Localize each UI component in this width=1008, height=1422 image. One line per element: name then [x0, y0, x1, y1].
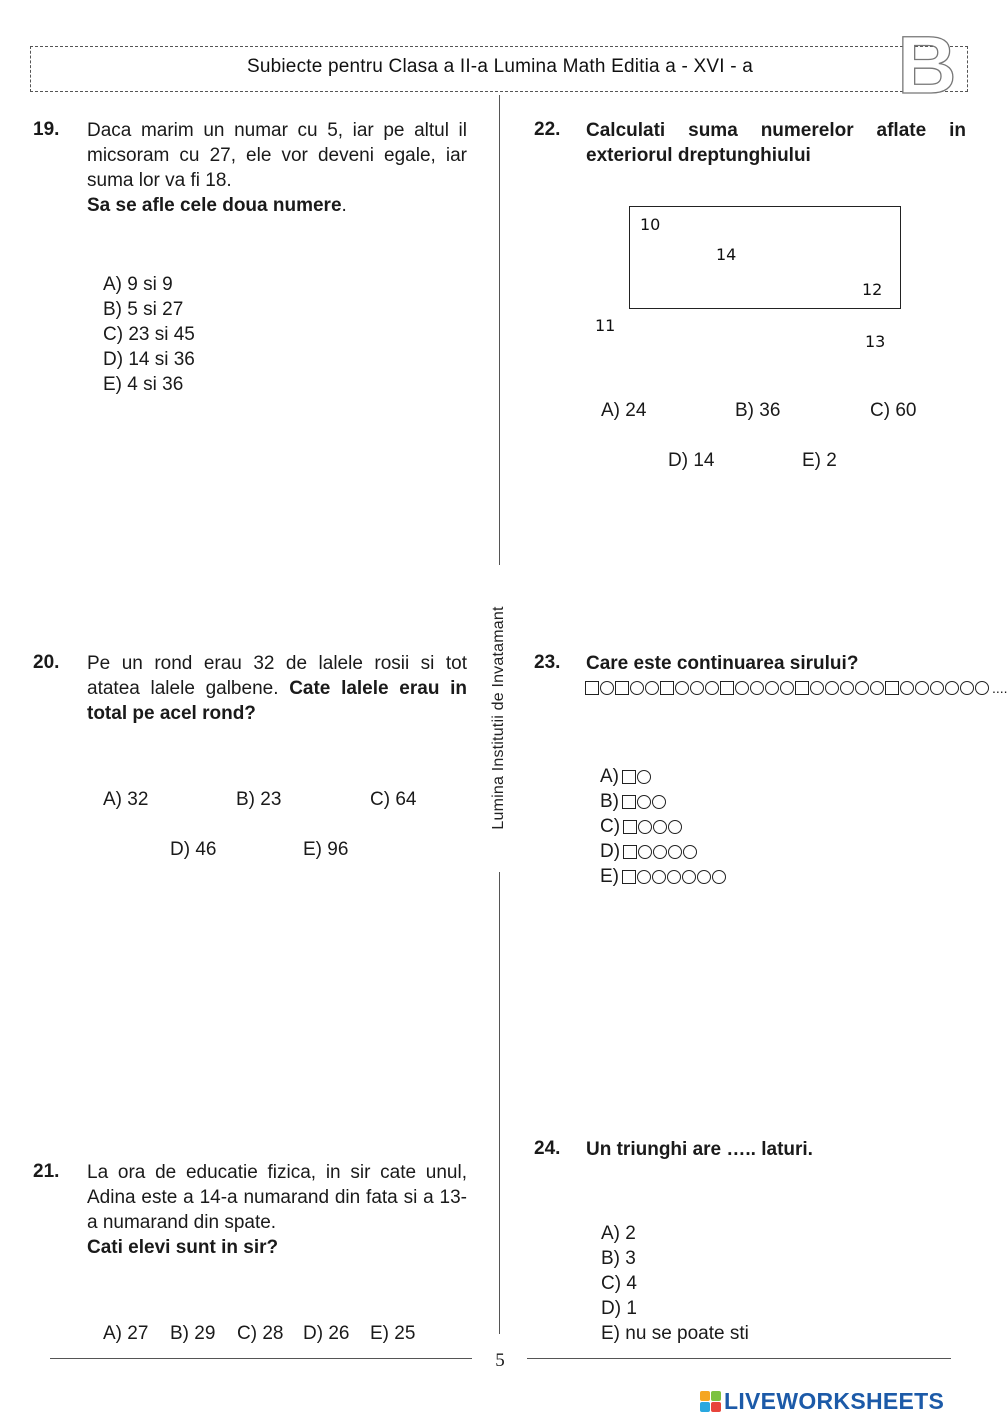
circle-shape [630, 681, 644, 695]
circle-shape [675, 681, 689, 695]
logo-tile [700, 1391, 710, 1401]
rect-number-inside: 10 [640, 215, 661, 234]
q24-option-d[interactable]: D) 1 [601, 1298, 637, 1319]
circle-shape [735, 681, 749, 695]
q23-option-shapes [623, 820, 682, 834]
page-number: 5 [495, 1350, 505, 1371]
rectangle-figure [629, 206, 901, 309]
square-shape [623, 845, 637, 859]
q24-option-c[interactable]: C) 4 [601, 1273, 637, 1294]
circle-shape [840, 681, 854, 695]
q20-option-b[interactable]: B) 23 [236, 789, 282, 810]
q21-number: 21. [33, 1161, 60, 1182]
q24-options [601, 1221, 749, 1346]
logo-tile [700, 1402, 710, 1412]
q21-option-c[interactable]: C) 28 [237, 1323, 284, 1344]
q23-option-e[interactable] [600, 864, 726, 889]
column-divider-top [499, 95, 500, 565]
q22-question: Calculati suma numerelor aflate in exteriorul dreptunghiului [586, 120, 966, 166]
q23-option-label: D) [600, 841, 621, 862]
square-shape [660, 681, 674, 695]
q24-option-a[interactable]: A) 2 [601, 1223, 636, 1244]
q23-option-label: C) [600, 816, 621, 837]
q23-option-b[interactable] [600, 789, 666, 814]
circle-shape [810, 681, 824, 695]
q21-statement: La ora de educatie fizica, in sir cate unul, Adina este a 14-a numarand din fata si a 13-a numarand din spate. [87, 1162, 467, 1233]
logo-tile [711, 1391, 721, 1401]
q21-option-d[interactable]: D) 26 [303, 1323, 350, 1344]
header-title: Subiecte pentru Clasa a II-a Lumina Math Editia a - XVI - a [246, 56, 754, 77]
q20-statement: Pe un rond erau 32 de lalele rosii si tot atatea lalele galbene. [87, 653, 467, 699]
q24-option-b[interactable]: B) 3 [601, 1248, 636, 1269]
circle-shape [645, 681, 659, 695]
circle-shape [653, 820, 667, 834]
vertical-label: Lumina Institutii de Invatamant [490, 606, 507, 830]
q19-statement: Daca marim un numar cu 5, iar pe altul il micsoram cu 27, ele vor deveni egale, iar suma lor va fi 18. [87, 120, 467, 191]
corner-letter: B [897, 20, 957, 111]
circle-shape [945, 681, 959, 695]
q24-number: 24. [534, 1138, 561, 1159]
q22-option-a[interactable]: A) 24 [601, 400, 647, 421]
q19-option-e[interactable]: E) 4 si 36 [103, 374, 184, 395]
circle-shape [690, 681, 704, 695]
circle-shape [750, 681, 764, 695]
logo-tile [711, 1402, 721, 1412]
q23-option-shapes [622, 870, 726, 884]
circle-shape [637, 795, 651, 809]
circle-shape [638, 820, 652, 834]
liveworksheets-logo[interactable] [700, 1388, 944, 1415]
q23-option-label: E) [600, 866, 619, 887]
q23-option-a[interactable] [600, 764, 651, 789]
square-shape [585, 681, 599, 695]
circle-shape [870, 681, 884, 695]
circle-shape [915, 681, 929, 695]
circle-shape [780, 681, 794, 695]
q21-option-b[interactable]: B) 29 [170, 1323, 216, 1344]
q23-option-shapes [623, 845, 697, 859]
circle-shape [825, 681, 839, 695]
circle-shape [682, 870, 696, 884]
square-shape [720, 681, 734, 695]
q20-option-d[interactable]: D) 46 [170, 839, 217, 860]
square-shape [622, 870, 636, 884]
square-shape [622, 795, 636, 809]
rect-number-inside: 14 [716, 245, 737, 264]
circle-shape [668, 845, 682, 859]
q20-option-a[interactable]: A) 32 [103, 789, 149, 810]
q23-question: Care este continuarea sirului? [586, 653, 859, 674]
q19-text [87, 118, 467, 218]
q24-question: Un triunghi are ….. laturi. [586, 1139, 813, 1160]
q20-number: 20. [33, 652, 60, 673]
q23-option-d[interactable] [600, 839, 697, 864]
square-shape [622, 770, 636, 784]
circle-shape [712, 870, 726, 884]
circle-shape [960, 681, 974, 695]
q21-text [87, 1160, 467, 1260]
circle-shape [975, 681, 989, 695]
brand-text: LIVEWORKSHEETS [724, 1388, 945, 1414]
q23-option-shapes [622, 770, 651, 784]
q20-option-e[interactable]: E) 96 [303, 839, 349, 860]
circle-shape [637, 770, 651, 784]
sequence-ellipsis: .... [992, 680, 1008, 696]
q23-number: 23. [534, 652, 561, 673]
q23-option-label: B) [600, 791, 619, 812]
q20-option-c[interactable]: C) 64 [370, 789, 417, 810]
circle-shape [653, 845, 667, 859]
circle-shape [668, 820, 682, 834]
q19-question: Sa se afle cele doua numere [87, 195, 342, 216]
q19-question-end: . [341, 195, 347, 216]
circle-shape [855, 681, 869, 695]
circle-shape [637, 870, 651, 884]
q23-option-shapes [622, 795, 666, 809]
q21-option-e[interactable]: E) 25 [370, 1323, 416, 1344]
q19-number: 19. [33, 119, 60, 140]
circle-shape [652, 795, 666, 809]
rect-number-outside: 13 [865, 332, 886, 351]
q24-option-e[interactable]: E) nu se poate sti [601, 1323, 749, 1344]
circle-shape [765, 681, 779, 695]
rect-number-inside: 12 [862, 280, 883, 299]
q19-option-a[interactable]: A) 9 si 9 [103, 274, 173, 295]
square-shape [615, 681, 629, 695]
q23-option-c[interactable] [600, 814, 682, 839]
q21-question: Cati elevi sunt in sir? [87, 1237, 279, 1258]
q22-number: 22. [534, 119, 561, 140]
q19-option-c[interactable]: C) 23 si 45 [103, 324, 195, 345]
q20-question: Cate lalele erau in total pe acel rond? [87, 678, 468, 724]
q20-text [87, 651, 467, 726]
circle-shape [900, 681, 914, 695]
circle-shape [705, 681, 719, 695]
square-shape [795, 681, 809, 695]
q22-option-d[interactable]: D) 14 [668, 450, 715, 471]
rect-number-outside: 11 [595, 316, 616, 335]
q21-option-a[interactable]: A) 27 [103, 1323, 149, 1344]
circle-shape [652, 870, 666, 884]
column-divider-bottom [499, 872, 500, 1334]
shape-sequence [585, 680, 1008, 696]
circle-shape [638, 845, 652, 859]
q22-option-b[interactable]: B) 36 [735, 400, 781, 421]
q22-option-e[interactable]: E) 2 [802, 450, 837, 471]
circle-shape [683, 845, 697, 859]
q19-options [103, 272, 195, 397]
q23-option-label: A) [600, 766, 619, 787]
square-shape [623, 820, 637, 834]
square-shape [885, 681, 899, 695]
circle-shape [697, 870, 711, 884]
circle-shape [930, 681, 944, 695]
circle-shape [667, 870, 681, 884]
brand-logo-icon [700, 1391, 721, 1412]
q22-option-c[interactable]: C) 60 [870, 400, 917, 421]
q19-option-d[interactable]: D) 14 si 36 [103, 349, 195, 370]
circle-shape [600, 681, 614, 695]
q19-option-b[interactable]: B) 5 si 27 [103, 299, 184, 320]
